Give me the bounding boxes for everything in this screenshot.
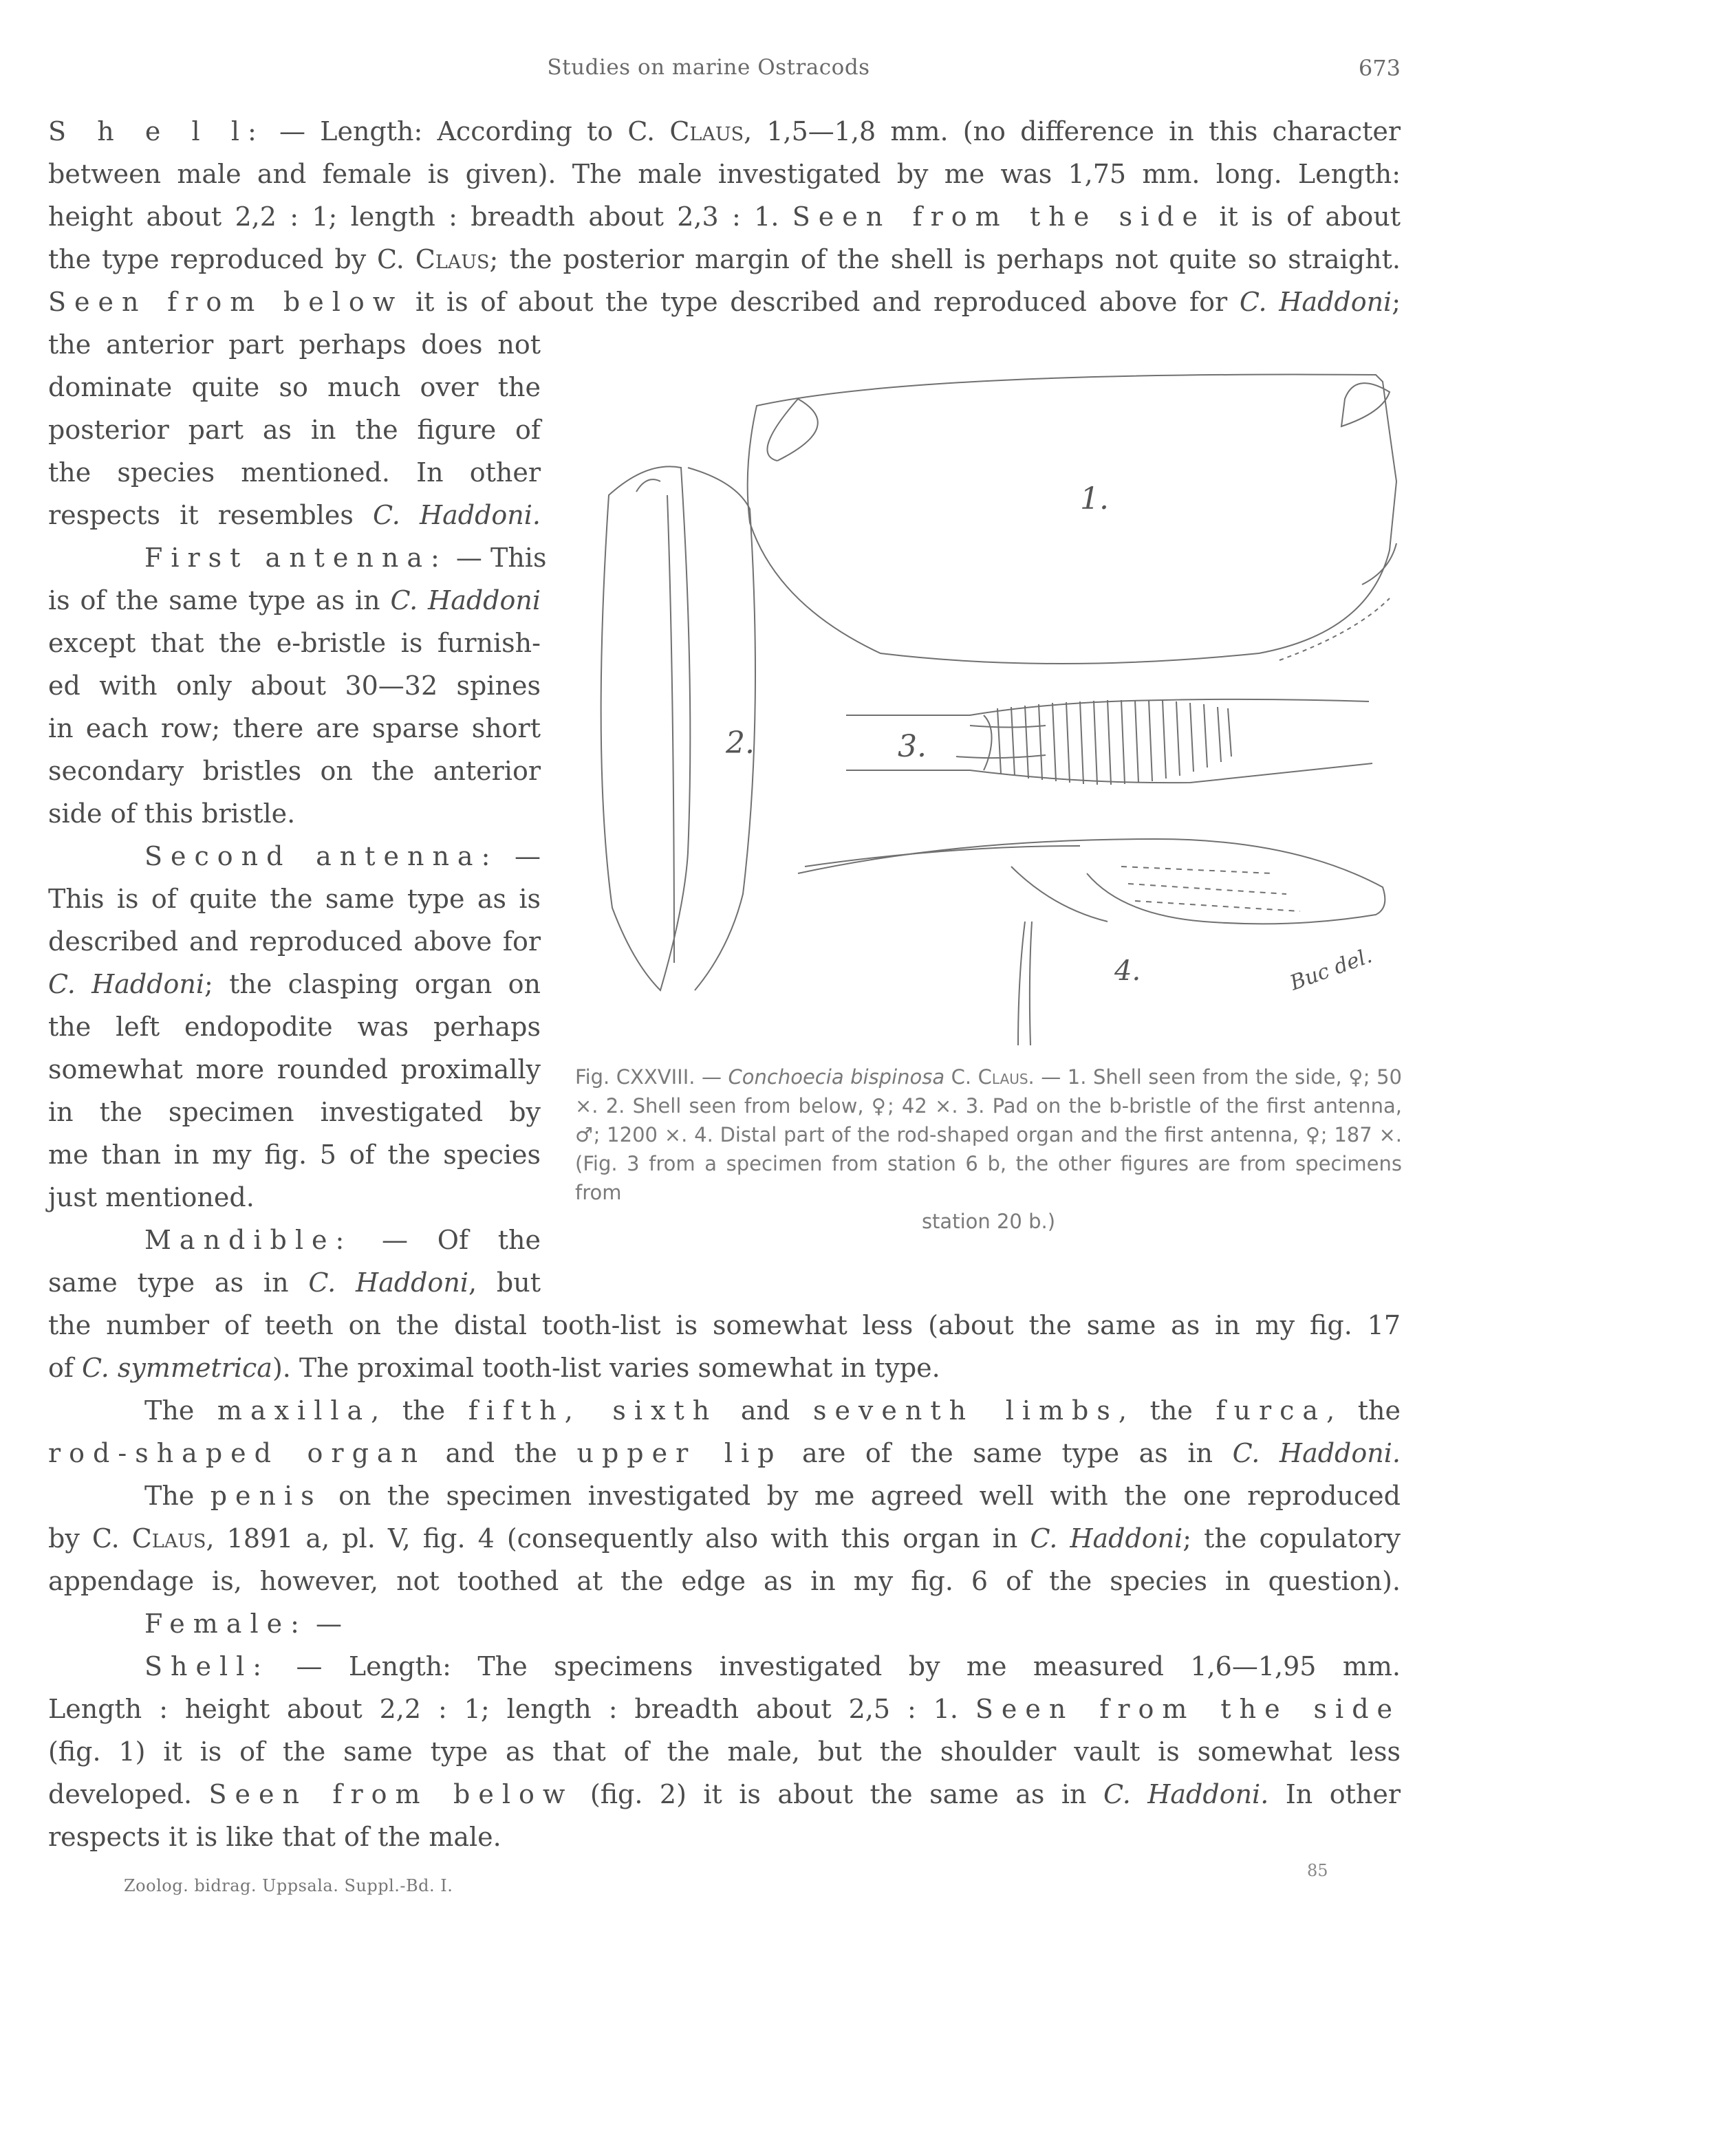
text-line: secondary bristles on the anterior [48,756,541,786]
text-line: S h e l l: — Length: According to C. Claus, 1,5—1,8 mm. (no difference in this character [48,116,1401,146]
text-line: respects it resembles C. Haddoni. [48,500,541,530]
text-line: dominate quite so much over the [48,372,541,402]
text-line: the number of teeth on the distal tooth-list is somewhat less (about the same as in my fig. 17 [48,1310,1401,1340]
text-line: (fig. 1) it is of the same type as that of the male, but the shoulder vault is somewhat less [48,1736,1401,1767]
text-line: posterior part as in the figure of [48,415,541,445]
text-line: me than in my fig. 5 of the species [48,1140,541,1170]
text-line: Second antenna: — [144,841,541,871]
text-line: of C. symmetrica). The proximal tooth-list varies somewhat in type. [48,1353,940,1383]
figure-cxxviii [571,344,1410,1045]
figure-label-4: 4. [1114,955,1141,987]
text-line: height about 2,2 : 1; length : breadth about 2,3 : 1. Seen from the side it is of about [48,202,1401,232]
text-line: ed with only about 30—32 spines [48,671,541,701]
text-line: just mentioned. [48,1182,255,1212]
text-line: Seen from below it is of about the type described and reproduced above for C. Haddoni; [48,287,1401,317]
figure-caption: Fig. CXXVIII. — Conchoecia bispinosa C. Claus. — 1. Shell seen from the side, ♀; 50 ×. 2. Shell seen from below, ♀; 42 ×. 3. Pad on the b-bristle of the first antenna, ♂; 1200 ×. 4. Distal part of the rod-shaped organ and the first antenna, ♀; 187 ×. (Fig. 3 from a specimen from station 6 b, the other figures are from specimens from station 20 b.) [575,1065,1402,1233]
text-line: respects it is like that of the male. [48,1822,501,1852]
text-line: side of this bristle. [48,798,296,829]
text-line: same type as in C. Haddoni, but [48,1267,541,1298]
text-line: is of the same type as in C. Haddoni [48,585,541,616]
text-line: First antenna: — This [144,543,547,573]
text-line: rod-shaped organ and the upper lip are of the same type as in C. Haddoni. [48,1438,1401,1468]
text-line: in each row; there are sparse short [48,713,541,743]
journal-footer: Zoolog. bidrag. Uppsala. Suppl.-Bd. I. [124,1876,453,1895]
signature-mark: 85 [1307,1861,1328,1880]
text-line: developed. Seen from below (fig. 2) it is about the same as in C. Haddoni. In other [48,1779,1401,1809]
figure-label-2: 2. [726,726,755,761]
text-line: The maxilla, the fifth, sixth and seventh limbs, the furca, the [144,1395,1401,1426]
text-line: Shell: — Length: The specimens investigated by me measured 1,6—1,95 mm. [144,1651,1401,1681]
figure-drawing [571,344,1410,1045]
text-line: the type reproduced by C. Claus; the posterior margin of the shell is perhaps not quite so straight. [48,244,1401,274]
rod-organ-drawing [798,839,1385,1045]
text-line: C. Haddoni; the clasping organ on [48,969,541,999]
text-line: except that the e-bristle is furnish- [48,628,541,658]
text-line: the left endopodite was perhaps [48,1012,541,1042]
shell-side-drawing [748,375,1396,664]
text-line: Female: — [144,1609,343,1639]
text-line: Mandible: — Of the [144,1225,541,1255]
figure-label-3: 3. [898,729,927,764]
text-line: described and reproduced above for [48,926,541,957]
text-line: by C. Claus, 1891 a, pl. V, fig. 4 (consequently also with this organ in C. Haddoni; the copulatory [48,1523,1401,1554]
page-number: 673 [1358,55,1401,81]
text-line: The penis on the specimen investigated by me agreed well with the one reproduced [144,1481,1401,1511]
text-line: appendage is, however, not toothed at the edge as in my fig. 6 of the species in question). [48,1566,1401,1596]
text-line: somewhat more rounded proximally [48,1054,541,1085]
artist-signature: Buc del. [1286,944,1376,996]
figure-label-1: 1. [1080,481,1109,516]
text-line: the species mentioned. In other [48,457,541,488]
text-line: Length : height about 2,2 : 1; length : breadth about 2,5 : 1. Seen from the side [48,1694,1401,1724]
text-line: between male and female is given). The male investigated by me was 1,75 mm. long. Length: [48,159,1401,189]
text-line: This is of quite the same type as is [48,884,541,914]
text-line: the anterior part perhaps does not [48,329,541,360]
text-line: in the specimen investigated by [48,1097,541,1127]
running-title: Studies on marine Ostracods [547,55,870,80]
